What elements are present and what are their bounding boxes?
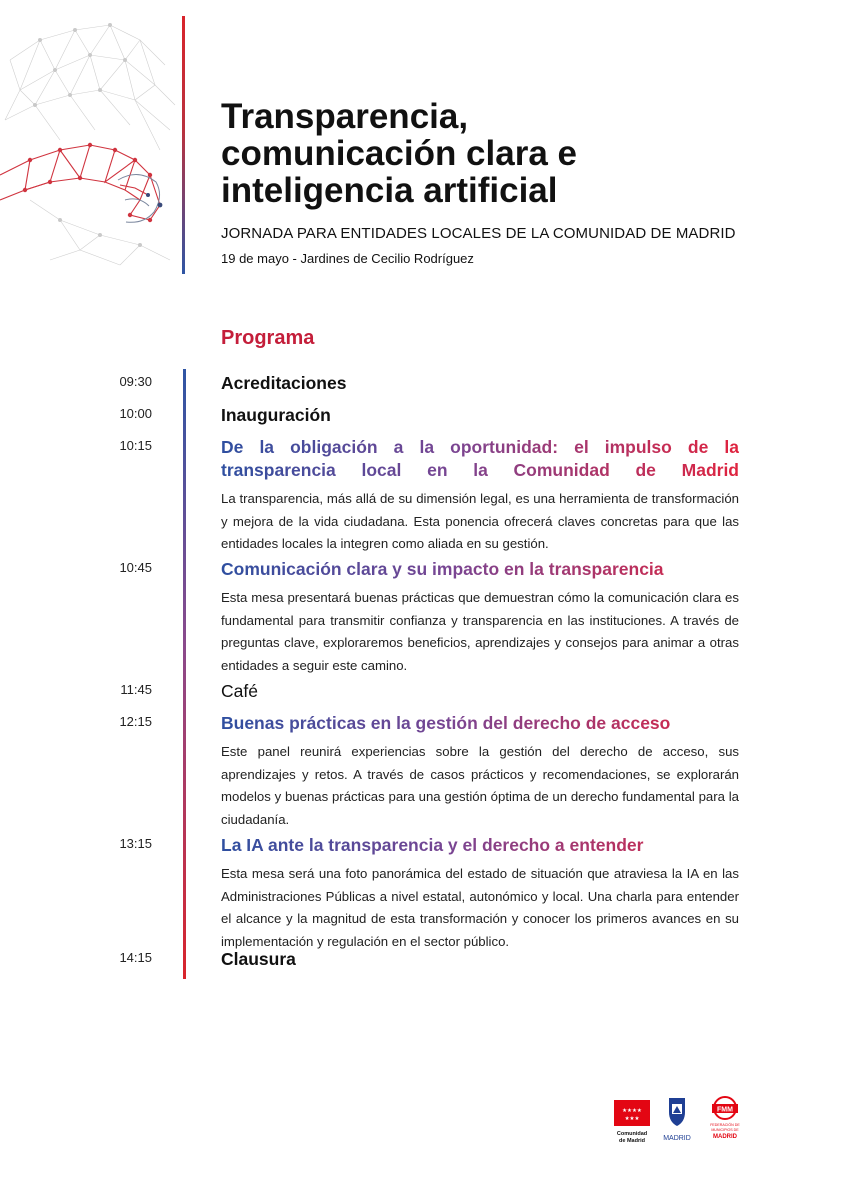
agenda-time: 09:30 bbox=[119, 374, 152, 389]
agenda-time: 12:15 bbox=[119, 714, 152, 729]
agenda-description: La transparencia, más allá de su dimensión legal, es una herramienta de transformación y mejora de la vida ciudadana. Esta ponencia ofrecerá claves concretas para que las entidades locales la integren como aliada en su gestión. bbox=[221, 491, 739, 551]
agenda-description: Esta mesa presentará buenas prácticas que demuestran cómo la comunicación clara es fundamental para transmitir confianza y transparencia en las instituciones. A través de preguntas clave, exploraremos beneficios, aprendizajes y consejos para animar a otras entidades a seguir este camino. bbox=[221, 590, 739, 673]
agenda-time: 10:45 bbox=[119, 560, 152, 575]
ayuntamiento-madrid-logo bbox=[663, 1098, 691, 1142]
agenda-description: Esta mesa será una foto panorámica del estado de situación que atraviesa la IA en las Administraciones Públicas a nivel estatal, autonómico y local. Una charla para entender el alcance y la magnitud de esta transformación y conocer los primeros avances en su implementación y regulación en el sector público. bbox=[221, 866, 739, 949]
sponsor-logos bbox=[612, 1092, 752, 1152]
event-subtitle: JORNADA PARA ENTIDADES LOCALES DE LA COMUNIDAD DE MADRID bbox=[221, 225, 736, 242]
agenda-title: Inauguración bbox=[221, 405, 331, 425]
agenda-item bbox=[0, 834, 848, 948]
agenda-list bbox=[0, 372, 848, 980]
title-line-2: comunicación clara e bbox=[221, 134, 577, 173]
comunidad-stars-row-1: ★★★★ bbox=[622, 1108, 642, 1114]
ayuntamiento-logo-label: MADRID bbox=[663, 1135, 691, 1142]
fmm-acronym: FMM bbox=[717, 1106, 733, 1114]
page-title bbox=[221, 98, 781, 209]
agenda-item bbox=[0, 680, 848, 712]
agenda-item bbox=[0, 712, 848, 834]
agenda-item bbox=[0, 948, 848, 980]
agenda-title: Clausura bbox=[221, 949, 296, 969]
network-hand-illustration bbox=[0, 10, 180, 270]
title-line-3: inteligencia artificial bbox=[221, 171, 558, 210]
agenda-title: Buenas prácticas en la gestión del derecho de acceso bbox=[221, 712, 739, 735]
comunidad-logo-line1: Comunidad bbox=[616, 1131, 648, 1137]
agenda-item bbox=[0, 372, 848, 404]
header-accent-line bbox=[182, 16, 185, 274]
fmm-logo bbox=[710, 1097, 740, 1140]
agenda-time: 10:15 bbox=[119, 438, 152, 453]
agenda-time: 13:15 bbox=[119, 836, 152, 851]
agenda-description: Este panel reunirá experiencias sobre la gestión del derecho de acceso, sus aprendizajes y retos. A través de casos prácticos y recomendaciones, se explorarán modelos y buenas prácticas para una gestión óptima de un derecho fundamental para la ciudadanía. bbox=[221, 744, 739, 827]
comunidad-madrid-logo bbox=[614, 1100, 650, 1144]
agenda-time: 14:15 bbox=[119, 950, 152, 965]
agenda-title: De la obligación a la oportunidad: el impulso de la transparencia local en la Comunidad de Madrid bbox=[221, 437, 739, 480]
programa-heading: Programa bbox=[221, 327, 315, 349]
comunidad-logo-line2: de Madrid bbox=[619, 1138, 645, 1144]
agenda-title: Café bbox=[221, 681, 258, 701]
agenda-item bbox=[0, 436, 848, 558]
agenda-title: Comunicación clara y su impacto en la transparencia bbox=[221, 558, 739, 581]
event-date-place: 19 de mayo - Jardines de Cecilio Rodríguez bbox=[221, 251, 474, 266]
agenda-title: La IA ante la transparencia y el derecho a entender bbox=[221, 834, 739, 857]
comunidad-stars-row-2: ★★★ bbox=[624, 1116, 640, 1122]
agenda-item bbox=[0, 404, 848, 436]
agenda-time: 11:45 bbox=[120, 682, 152, 697]
fmm-line3: MADRID bbox=[713, 1134, 737, 1140]
fmm-line2: MUNICIPIOS DE bbox=[711, 1128, 739, 1132]
title-line-1: Transparencia, bbox=[221, 97, 469, 136]
fmm-line1: FEDERACIÓN DE bbox=[710, 1123, 740, 1127]
agenda-item bbox=[0, 558, 848, 680]
agenda-title: Acreditaciones bbox=[221, 373, 347, 393]
agenda-time: 10:00 bbox=[119, 406, 152, 421]
